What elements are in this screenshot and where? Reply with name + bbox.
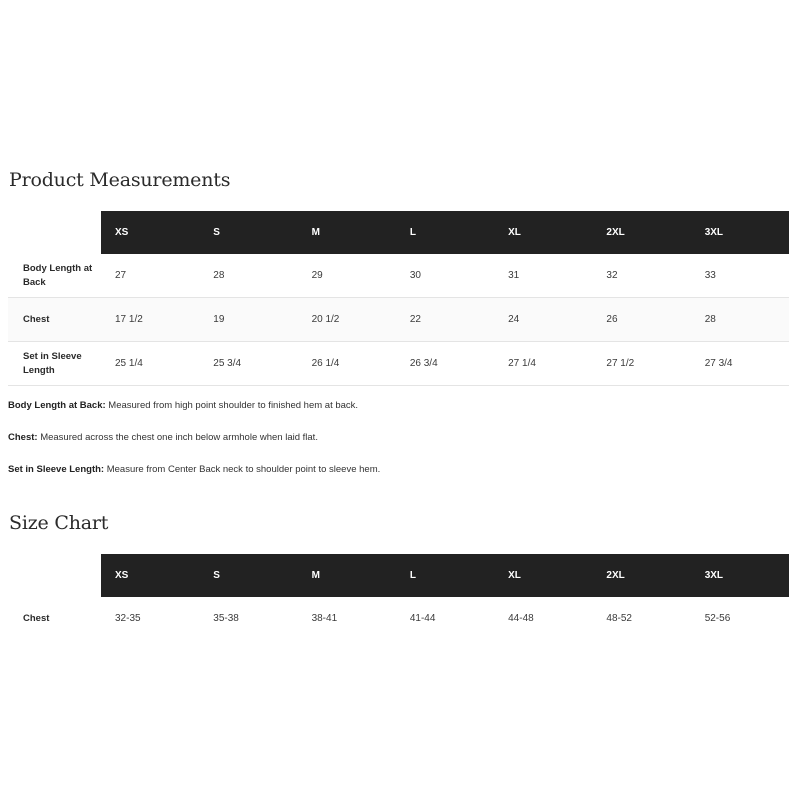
row-label: Set in Sleeve Length (23, 350, 82, 376)
table-cell: 44-48 (508, 613, 534, 624)
size-header-m: M (311, 570, 320, 581)
table-cell: 27 1/4 (508, 358, 536, 369)
table-cell: 48-52 (606, 613, 632, 624)
size-header-xl: XL (508, 570, 521, 581)
size-header-l: L (409, 227, 416, 238)
table-cell: 41-44 (409, 613, 436, 624)
note-chest (8, 431, 788, 463)
product-measurements-title: Product Measurements (9, 169, 231, 191)
measurement-notes (8, 399, 788, 495)
table-row-body-length (8, 254, 789, 298)
table-cell: 38-41 (311, 613, 338, 624)
table-cell: 19 (213, 314, 225, 325)
table-cell: 52-56 (704, 613, 731, 624)
table-cell: 22 (409, 314, 421, 325)
measurements-header-row (8, 211, 789, 254)
table-cell: 27 (115, 270, 127, 281)
row-label: Body Length at Back (23, 262, 93, 288)
table-cell: 32-35 (115, 613, 141, 624)
table-cell: 28 (704, 314, 716, 325)
size-header-xs: XS (115, 570, 129, 581)
note-term: Body Length at Back: (8, 400, 106, 411)
table-cell: 26 3/4 (409, 358, 438, 369)
table-cell: 20 1/2 (311, 314, 340, 325)
table-row-chest-range (8, 597, 789, 640)
size-header-m: M (311, 227, 320, 238)
size-header-xl: XL (508, 227, 521, 238)
size-header-s: S (213, 570, 220, 581)
table-cell: 30 (409, 270, 421, 281)
note-text: Measured from high point shoulder to finished hem at back. (105, 400, 359, 411)
size-chart-title: Size Chart (9, 512, 109, 534)
size-header-2xl: 2XL (606, 570, 625, 581)
note-term: Chest: (8, 432, 38, 443)
size-header-3xl: 3XL (704, 570, 724, 581)
table-cell: 33 (704, 270, 716, 281)
table-cell: 27 3/4 (704, 358, 733, 369)
row-label: Chest (23, 313, 50, 325)
table-cell: 27 1/2 (606, 358, 635, 369)
header-empty-cell (8, 554, 101, 597)
table-cell: 26 (606, 314, 618, 325)
size-header-3xl: 3XL (704, 227, 724, 238)
table-cell: 25 3/4 (213, 358, 242, 369)
size-header-l: L (409, 570, 416, 581)
note-text: Measure from Center Back neck to shoulder point to sleeve hem. (104, 464, 381, 475)
size-chart-table (8, 554, 789, 640)
table-cell: 32 (606, 270, 618, 281)
note-text: Measured across the chest one inch below armhole when laid flat. (37, 432, 318, 443)
size-chart-header-row (8, 554, 789, 597)
table-cell: 35-38 (213, 613, 239, 624)
table-cell: 28 (213, 270, 225, 281)
note-body-length (8, 399, 788, 431)
size-header-s: S (213, 227, 220, 238)
size-header-2xl: 2XL (606, 227, 625, 238)
note-sleeve-length (8, 463, 788, 495)
table-cell: 25 1/4 (115, 358, 143, 369)
measurements-table (8, 211, 789, 386)
table-row-sleeve-length (8, 342, 789, 386)
note-term: Set in Sleeve Length: (8, 464, 105, 475)
size-header-xs: XS (115, 227, 129, 238)
table-row-chest (8, 298, 789, 342)
header-empty-cell (8, 211, 101, 254)
table-cell: 31 (508, 270, 520, 281)
row-label: Chest (23, 612, 50, 624)
table-cell: 26 1/4 (311, 358, 340, 369)
table-cell: 24 (508, 314, 520, 325)
table-cell: 17 1/2 (115, 314, 143, 325)
table-cell: 29 (311, 270, 323, 281)
